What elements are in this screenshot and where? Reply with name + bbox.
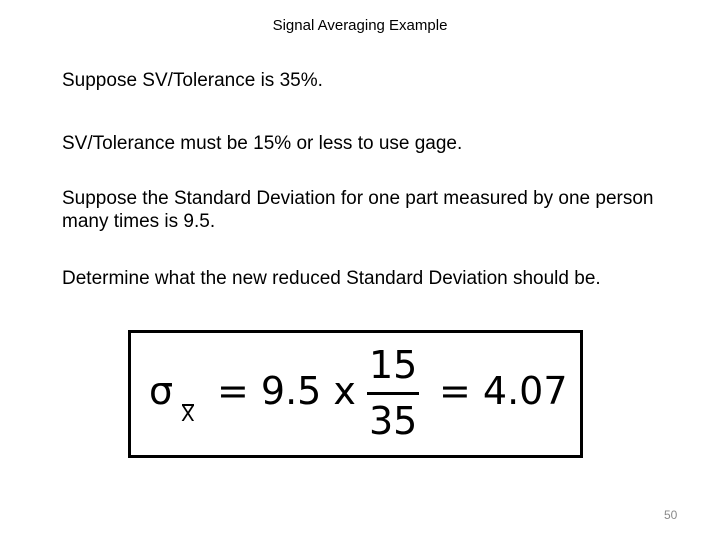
statement-task: Determine what the new reduced Standard Deviation should be. [62,268,601,289]
formula [131,333,580,455]
formula-fraction-line [367,392,419,395]
statement-sv-tolerance: Suppose SV/Tolerance is 35%. [62,70,323,91]
formula-result: = 4.07 [439,369,568,413]
page-number: 50 [664,508,678,522]
formula-expression: = 9.5 x [217,369,356,413]
statement-standard-deviation: Suppose the Standard Deviation for one part measured by one person many times is 9.5. [62,188,654,232]
formula-box [128,330,583,458]
formula-numerator: 15 [369,343,418,387]
formula-sigma-symbol: σ [149,369,174,413]
formula-subscript: X [181,402,195,426]
slide-title: Signal Averaging Example [272,17,448,34]
statement-requirement: SV/Tolerance must be 15% or less to use gage. [62,133,463,154]
formula-denominator: 35 [369,399,418,443]
